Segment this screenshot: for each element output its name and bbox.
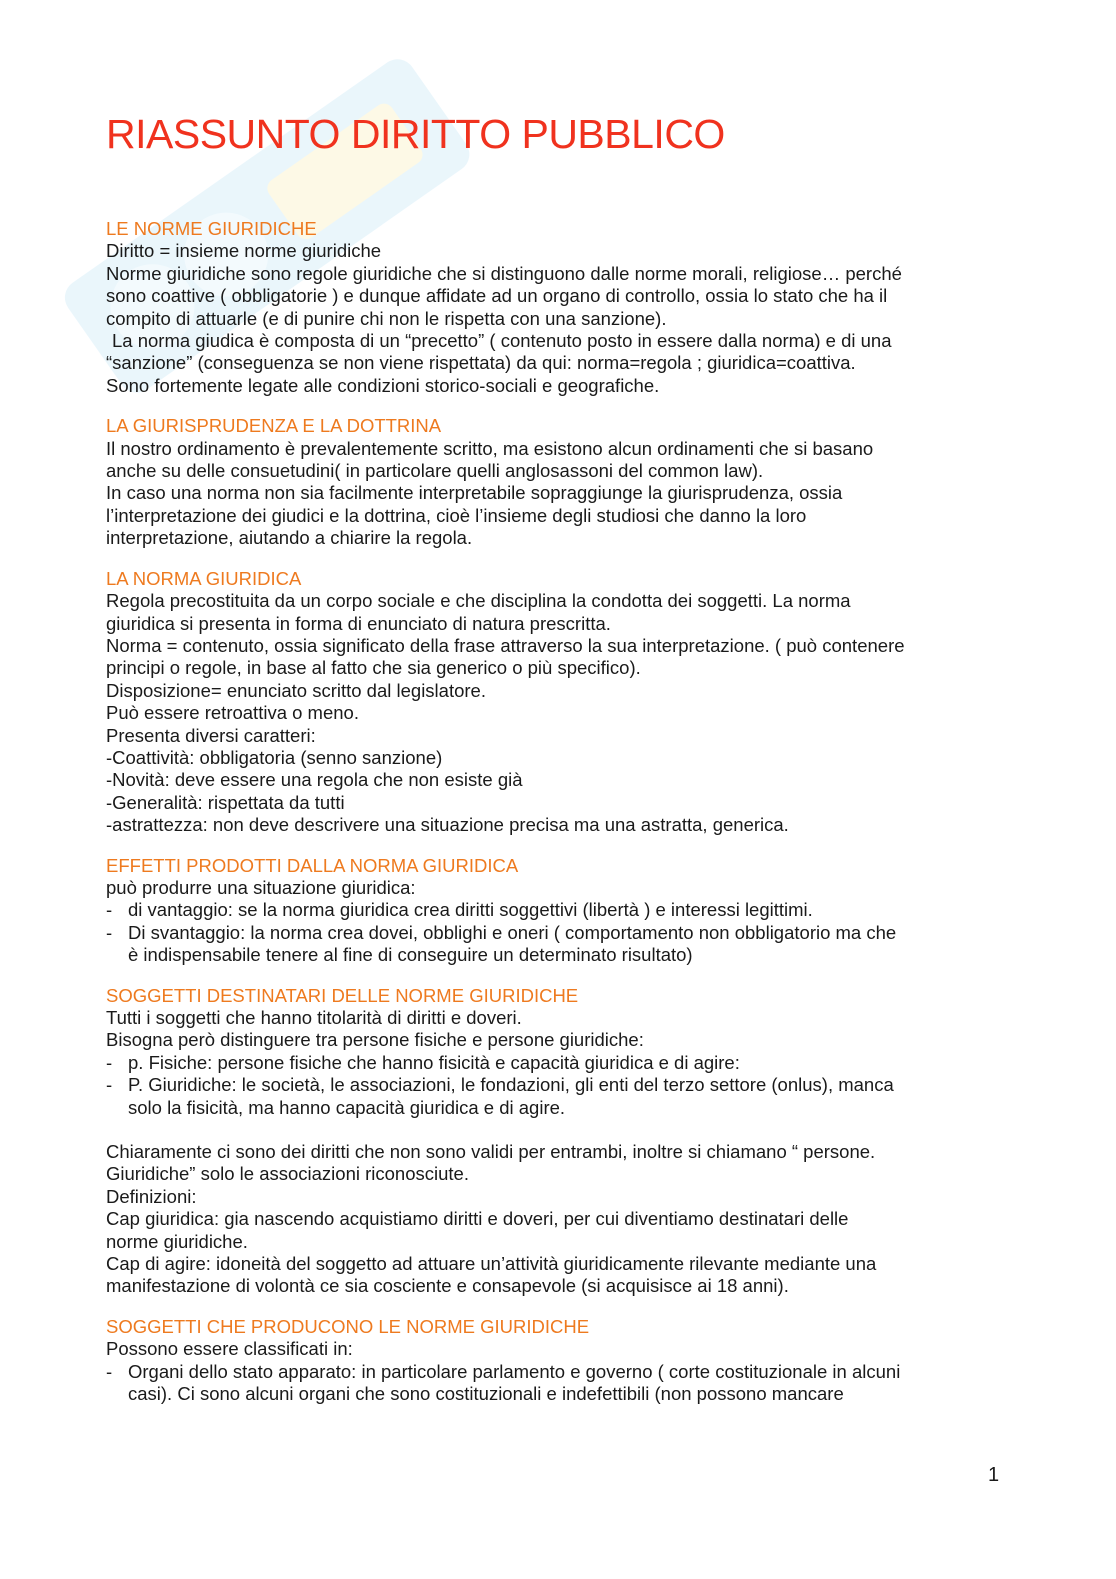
text-line: -Coattività: obbligatoria (senno sanzione) xyxy=(106,746,443,768)
section-heading: LA NORMA GIURIDICA xyxy=(106,567,302,589)
text-line: anche su delle consuetudini( in particolare quelli anglosassoni del common law). xyxy=(106,460,764,482)
text-line: di vantaggio: se la norma giuridica crea diritti soggettivi (libertà ) e interessi legittimi. xyxy=(128,899,813,921)
text-line: -Generalità: rispettata da tutti xyxy=(106,791,345,813)
text-line: Disposizione= enunciato scritto dal legislatore. xyxy=(106,679,486,701)
text-line: -astrattezza: non deve descrivere una situazione precisa ma una astratta, generica. xyxy=(106,814,789,836)
text-line: La norma giudica è composta di un “precetto” ( contenuto posto in essere dalla norma) e di una xyxy=(112,330,892,352)
list-item xyxy=(106,1361,1006,1406)
text-line: sono coattive ( obbligatorie ) e dunque affidate ad un organo di controllo, ossia lo stato che ha il xyxy=(106,285,888,307)
list-item xyxy=(106,1074,1006,1119)
section-giurisprudenza xyxy=(106,415,1006,549)
text-line: interpretazione, aiutando a chiarire la regola. xyxy=(106,527,473,549)
text-line: Definizioni: xyxy=(106,1185,197,1207)
page-title: RIASSUNTO DIRITTO PUBBLICO xyxy=(106,111,725,157)
text-line: In caso una norma non sia facilmente interpretabile sopraggiunge la giurisprudenza, ossia xyxy=(106,482,843,504)
dash-bullet-icon: - xyxy=(106,899,113,921)
section-soggetti-producono xyxy=(106,1316,1006,1406)
text-line: Il nostro ordinamento è prevalentemente scritto, ma esistono alcun ordinamenti che si basano xyxy=(106,437,874,459)
section-heading: SOGGETTI DESTINATARI DELLE NORME GIURIDICHE xyxy=(106,984,579,1006)
text-line: p. Fisiche: persone fisiche che hanno fisicità e capacità giuridica e di agire: xyxy=(128,1051,740,1073)
section-effetti xyxy=(106,855,1006,967)
text-line: Può essere retroattiva o meno. xyxy=(106,702,359,724)
text-line: Cap giuridica: gia nascendo acquistiamo diritti e doveri, per cui diventiamo destinatari delle xyxy=(106,1208,849,1230)
text-line: solo la fisicità, ma hanno capacità giuridica e di agire. xyxy=(128,1096,566,1118)
text-line: Possono essere classificati in: xyxy=(106,1338,353,1360)
section-heading: LA GIURISPRUDENZA E LA DOTTRINA xyxy=(106,415,442,437)
text-line: può produrre una situazione giuridica: xyxy=(106,876,416,898)
dash-bullet-icon: - xyxy=(106,921,113,943)
dash-bullet-icon: - xyxy=(106,1051,113,1073)
dash-bullet-icon: - xyxy=(106,1074,113,1096)
section-heading: SOGGETTI CHE PRODUCONO LE NORME GIURIDICHE xyxy=(106,1315,590,1337)
text-line: Tutti i soggetti che hanno titolarità di diritti e doveri. xyxy=(106,1007,522,1028)
text-line: P. Giuridiche: le società, le associazioni, le fondazioni, gli enti del terzo settore (onlus), manca xyxy=(128,1074,894,1096)
page-number: 1 xyxy=(988,1464,1000,1486)
text-line: l’interpretazione dei giudici e la dottrina, cioè l’insieme degli studiosi che danno la loro xyxy=(106,504,807,526)
text-line: è indispensabile tenere al fine di conseguire un determinato risultato) xyxy=(128,944,693,966)
section-soggetti-destinatari xyxy=(106,985,1006,1298)
section-norme-giuridiche xyxy=(106,218,1006,397)
text-line: Bisogna però distinguere tra persone fisiche e persone giuridiche: xyxy=(106,1029,644,1051)
text-line: manifestazione di volontà ce sia cosciente e consapevole (si acquisisce ai 18 anni). xyxy=(106,1275,789,1297)
text-line: -Novità: deve essere una regola che non esiste già xyxy=(106,769,523,791)
dash-bullet-icon: - xyxy=(106,1360,113,1382)
list-item xyxy=(106,922,1006,967)
text-line: Di svantaggio: la norma crea dovei, obblighi e oneri ( comportamento non obbligatorio ma che xyxy=(128,921,897,943)
text-line: Regola precostituita da un corpo sociale e che disciplina la condotta dei soggetti. La norma xyxy=(106,590,851,612)
list-item xyxy=(106,899,1006,921)
text-line: principi o regole, in base al fatto che sia generico o più specifico). xyxy=(106,657,641,679)
text-line: norme giuridiche. xyxy=(106,1230,248,1252)
text-line: Norme giuridiche sono regole giuridiche che si distinguono dalle norme morali, religiose… perché xyxy=(106,262,902,284)
text-line: Sono fortemente legate alle condizioni storico-sociali e geografiche. xyxy=(106,374,660,396)
text-line: Presenta diversi caratteri: xyxy=(106,724,316,746)
text-line: “sanzione” (conseguenza se non viene rispettata) da qui: norma=regola ; giuridica=coattiva. xyxy=(106,352,856,374)
document-body xyxy=(106,108,1006,1424)
section-norma-giuridica xyxy=(106,568,1006,837)
text-line: casi). Ci sono alcuni organi che sono costituzionali e indefettibili (non possono mancare xyxy=(128,1383,844,1405)
text-line: Diritto = insieme norme giuridiche xyxy=(106,240,382,262)
section-heading: LE NORME GIURIDICHE xyxy=(106,218,317,239)
text-line: compito di attuarle (e di punire chi non le rispetta con una sanzione). xyxy=(106,307,667,329)
list-item xyxy=(106,1052,1006,1074)
text-line: Organi dello stato apparato: in particolare parlamento e governo ( corte costituzionale in alcuni xyxy=(128,1360,901,1382)
text-line: Chiaramente ci sono dei diritti che non sono validi per entrambi, inoltre si chiamano “ persone. xyxy=(106,1141,876,1163)
section-heading: EFFETTI PRODOTTI DALLA NORMA GIURIDICA xyxy=(106,854,519,876)
text-line: giuridica si presenta in forma di enunciato di natura prescritta. xyxy=(106,612,611,634)
text-line: Norma = contenuto, ossia significato della frase attraverso la sua interpretazione. ( può contenere xyxy=(106,634,905,656)
text-line: Cap di agire: idoneità del soggetto ad attuare un’attività giuridicamente rilevante mediante una xyxy=(106,1253,877,1275)
text-line: Giuridiche” solo le associazioni riconosciute. xyxy=(106,1163,469,1185)
